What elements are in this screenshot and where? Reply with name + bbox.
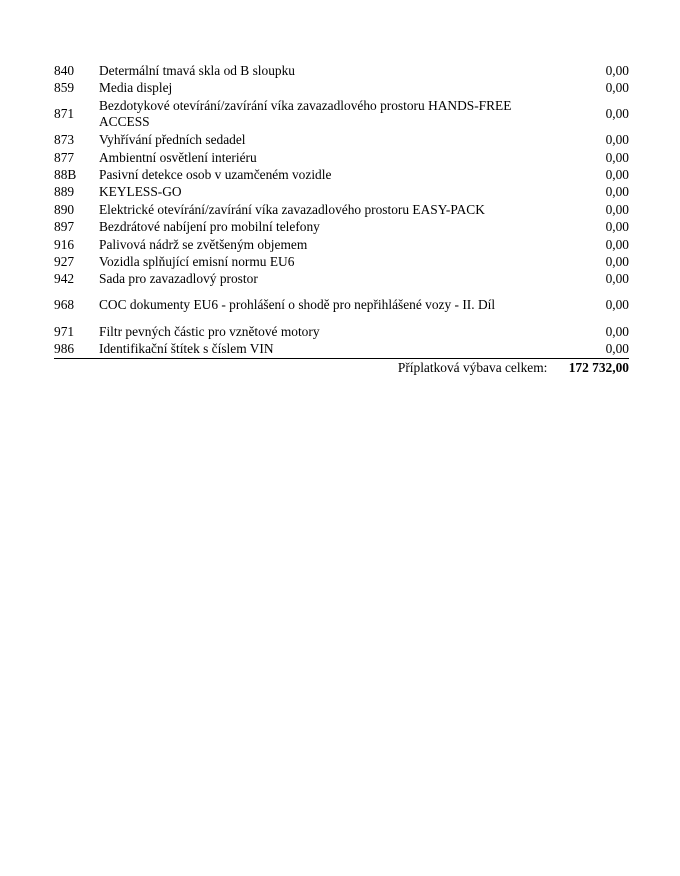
item-code: 890 <box>54 201 75 217</box>
total-value: 172 732,00 <box>568 360 629 375</box>
item-code: 840 <box>54 62 75 78</box>
item-code: 897 <box>54 219 75 235</box>
table-row <box>54 201 629 218</box>
table-row <box>54 166 629 183</box>
item-price: 0,00 <box>605 80 629 96</box>
equipment-table <box>54 62 629 359</box>
table-row <box>54 288 629 323</box>
item-price: 0,00 <box>605 219 629 235</box>
item-price: 0,00 <box>605 106 629 122</box>
item-code: 986 <box>54 340 99 358</box>
item-price: 0,00 <box>605 323 629 339</box>
table-row <box>54 236 629 253</box>
table-row <box>54 97 629 132</box>
table-row <box>54 184 629 201</box>
total-label: Příplatková výbava celkem: <box>397 360 548 375</box>
table-row <box>54 253 629 270</box>
table-row <box>54 132 629 149</box>
item-code: 927 <box>54 254 75 269</box>
table-row <box>54 62 629 79</box>
item-code: 873 <box>54 132 75 148</box>
item-price: 0,00 <box>605 201 629 217</box>
item-description: Palivová nádrž se zvětšeným objemem <box>99 236 308 252</box>
item-description: KEYLESS-GO <box>99 184 182 200</box>
item-description: Pasivní detekce osob v uzamčeném vozidle <box>99 167 332 183</box>
item-description: Sada pro zavazadlový prostor <box>99 271 258 287</box>
item-description: COC dokumenty EU6 - prohlášení o shodě pro nepřihlášené vozy - II. Díl <box>99 297 496 313</box>
item-price: 0,00 <box>605 132 629 148</box>
item-description: Determální tmavá skla od B sloupku <box>99 62 295 78</box>
item-description: Elektrické otevírání/zavírání víka zavazadlového prostoru EASY-PACK <box>99 201 485 217</box>
item-price: 0,00 <box>605 271 629 287</box>
table-row <box>54 79 629 96</box>
table-row <box>54 149 629 166</box>
item-price: 0,00 <box>605 297 629 313</box>
table-row <box>54 340 629 358</box>
item-description: Identifikační štítek s číslem VIN <box>99 340 549 358</box>
item-code: 877 <box>54 149 75 165</box>
total-row <box>54 360 629 376</box>
item-description: Bezdotykové otevírání/zavírání víka zavazadlového prostoru HANDS-FREE ACCESS <box>99 98 512 130</box>
item-code: 916 <box>54 236 75 252</box>
item-code: 88B <box>54 167 77 183</box>
item-description: Ambientní osvětlení interiéru <box>99 149 257 165</box>
table-row <box>54 219 629 236</box>
item-price: 0,00 <box>549 340 629 358</box>
item-code: 971 <box>54 323 75 339</box>
item-code: 859 <box>54 80 75 96</box>
table-row <box>54 323 629 340</box>
item-code: 889 <box>54 184 75 200</box>
item-price: 0,00 <box>605 167 629 183</box>
item-code: 942 <box>54 271 75 287</box>
item-description: Vyhřívání předních sedadel <box>99 132 246 148</box>
item-price: 0,00 <box>605 184 629 200</box>
table-row <box>54 271 629 288</box>
item-price: 0,00 <box>605 254 629 269</box>
item-price: 0,00 <box>605 149 629 165</box>
item-price: 0,00 <box>605 62 629 78</box>
item-description: Vozidla splňující emisní normu EU6 <box>99 254 295 269</box>
item-code: 968 <box>54 297 75 313</box>
item-price: 0,00 <box>605 236 629 252</box>
item-description: Filtr pevných částic pro vznětové motory <box>99 323 320 339</box>
item-description: Bezdrátové nabíjení pro mobilní telefony <box>99 219 320 235</box>
item-code: 871 <box>54 106 75 122</box>
item-description: Media displej <box>99 80 173 96</box>
